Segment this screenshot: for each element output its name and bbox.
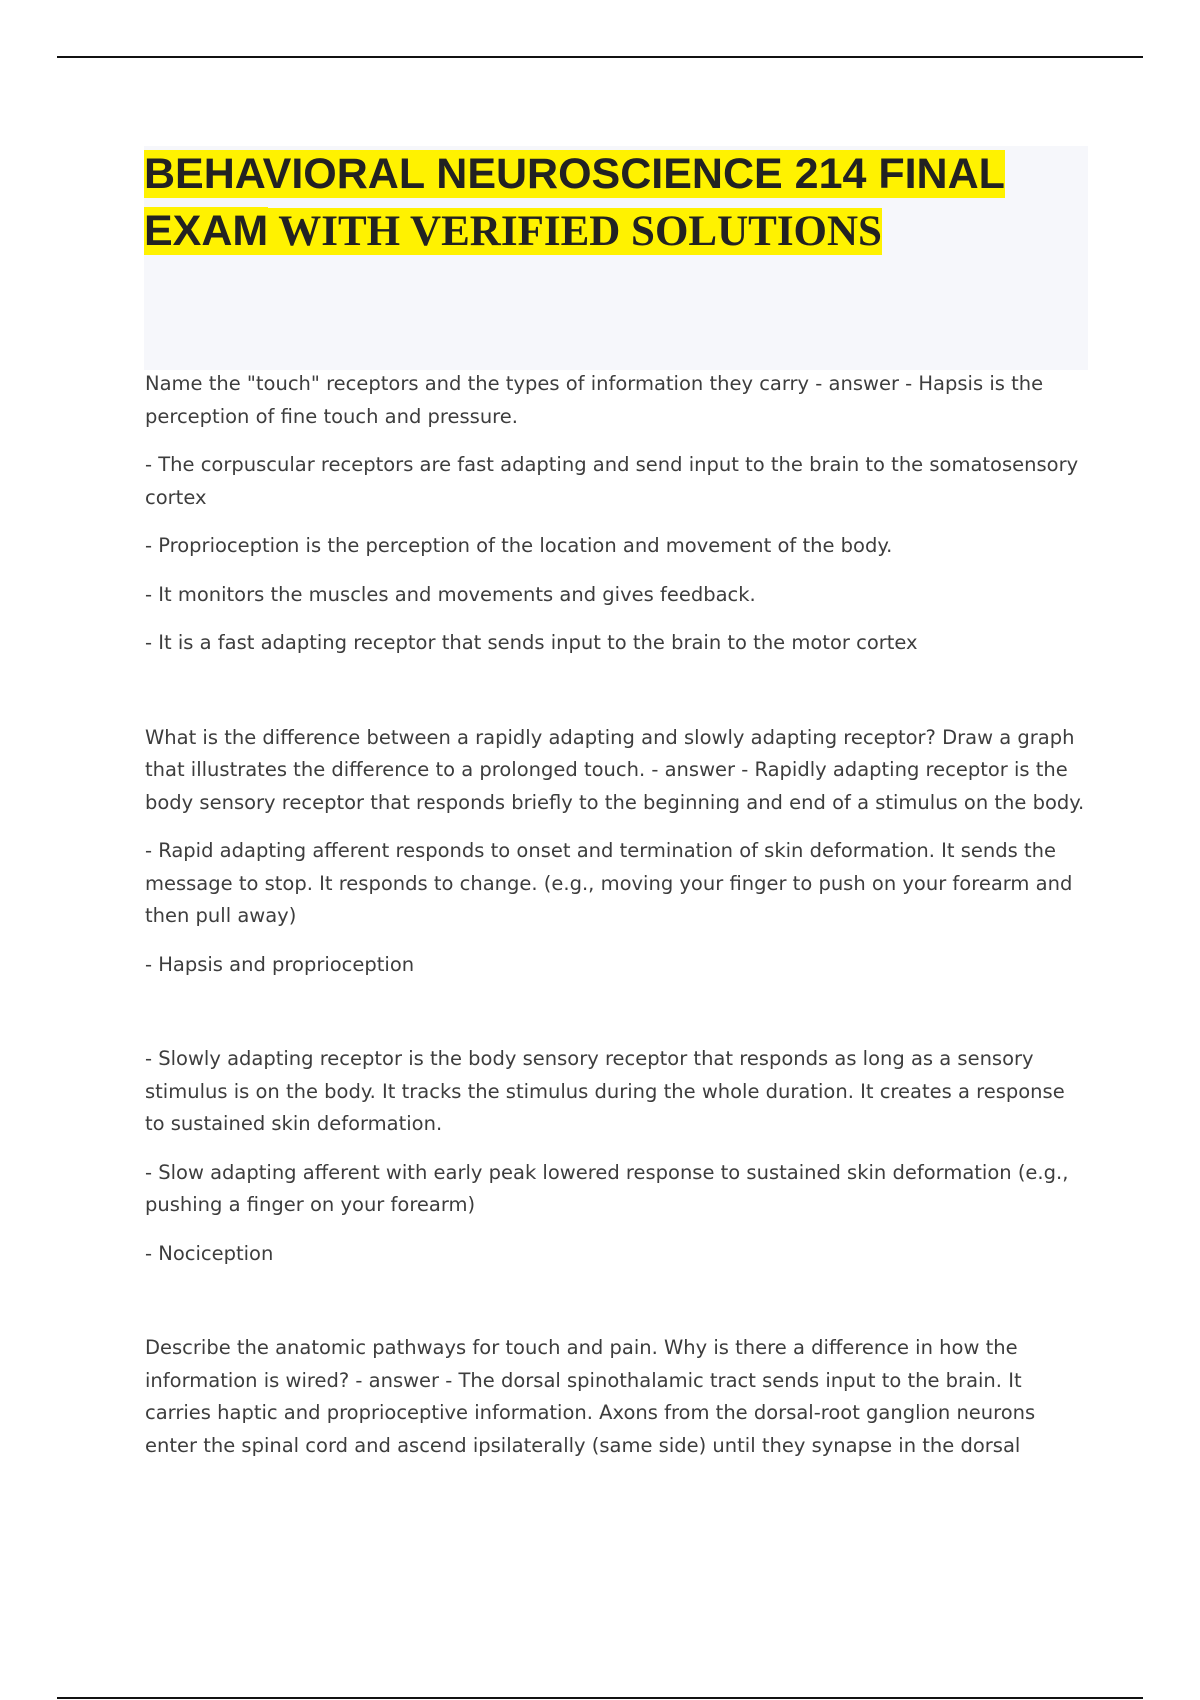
question-2: What is the difference between a rapidly adapting and slowly adapting receptor? Draw a graph that illustrates the difference to a prolonged touch. - answer - Rapidly adapting receptor is the body sensory receptor that responds briefly to the beginning and end of a stimulus on the body. <box>145 725 1085 814</box>
document-body <box>145 368 1090 1478</box>
question-1-point-2: - Proprioception is the perception of the location and movement of the body. <box>145 534 893 557</box>
section-gap <box>145 997 1090 1043</box>
title-block <box>144 146 1088 370</box>
bottom-rule <box>57 1697 1143 1699</box>
question-1-point-1: - The corpuscular receptors are fast adapting and send input to the brain to the somatosensory cortex <box>145 453 1079 509</box>
question-2-point-2: - Hapsis and proprioception <box>145 952 415 976</box>
question-2-point-1: - Rapid adapting afferent responds to onset and termination of skin deformation. It sends the message to stop. It responds to change. (e.g., moving your finger to push on your forearm and then pull away) <box>145 839 1073 927</box>
title-part-1: BEHAVIORAL NEUROSCIENCE 214 FINAL EXAM <box>144 150 1005 255</box>
question-1: Name the "touch" receptors and the types of information they carry - answer - Hapsis is the perception of fine touch and pressure. <box>145 372 1044 428</box>
section-gap <box>145 676 1090 722</box>
question-2-point-3: - Slowly adapting receptor is the body sensory receptor that responds as long as a sensory stimulus is on the body. It tracks the stimulus during the whole duration. It creates a response to sustained skin deformation. <box>145 1047 1065 1135</box>
document-title <box>144 146 1088 260</box>
question-1-point-3: - It monitors the muscles and movements and gives feedback. <box>145 582 756 606</box>
question-3: Describe the anatomic pathways for touch and pain. Why is there a difference in how the information is wired? - answer - The dorsal spinothalamic tract sends input to the brain. It carries haptic and proprioceptive information. Axons from the dorsal-root ganglion neurons enter the spinal cord and ascend ipsilaterally (same side) until they synapse in the dorsal <box>145 1336 1036 1457</box>
section-gap <box>145 1286 1090 1332</box>
question-2-point-4: - Slow adapting afferent with early peak lowered response to sustained skin deformation (e.g., pushing a finger on your forearm) <box>145 1160 1069 1216</box>
question-1-point-4: - It is a fast adapting receptor that sends input to the brain to the motor cortex <box>145 631 918 654</box>
top-rule <box>57 56 1143 58</box>
question-2-point-5: - Nociception <box>145 1241 274 1265</box>
title-part-2: WITH VERIFIED SOLUTIONS <box>268 208 882 255</box>
